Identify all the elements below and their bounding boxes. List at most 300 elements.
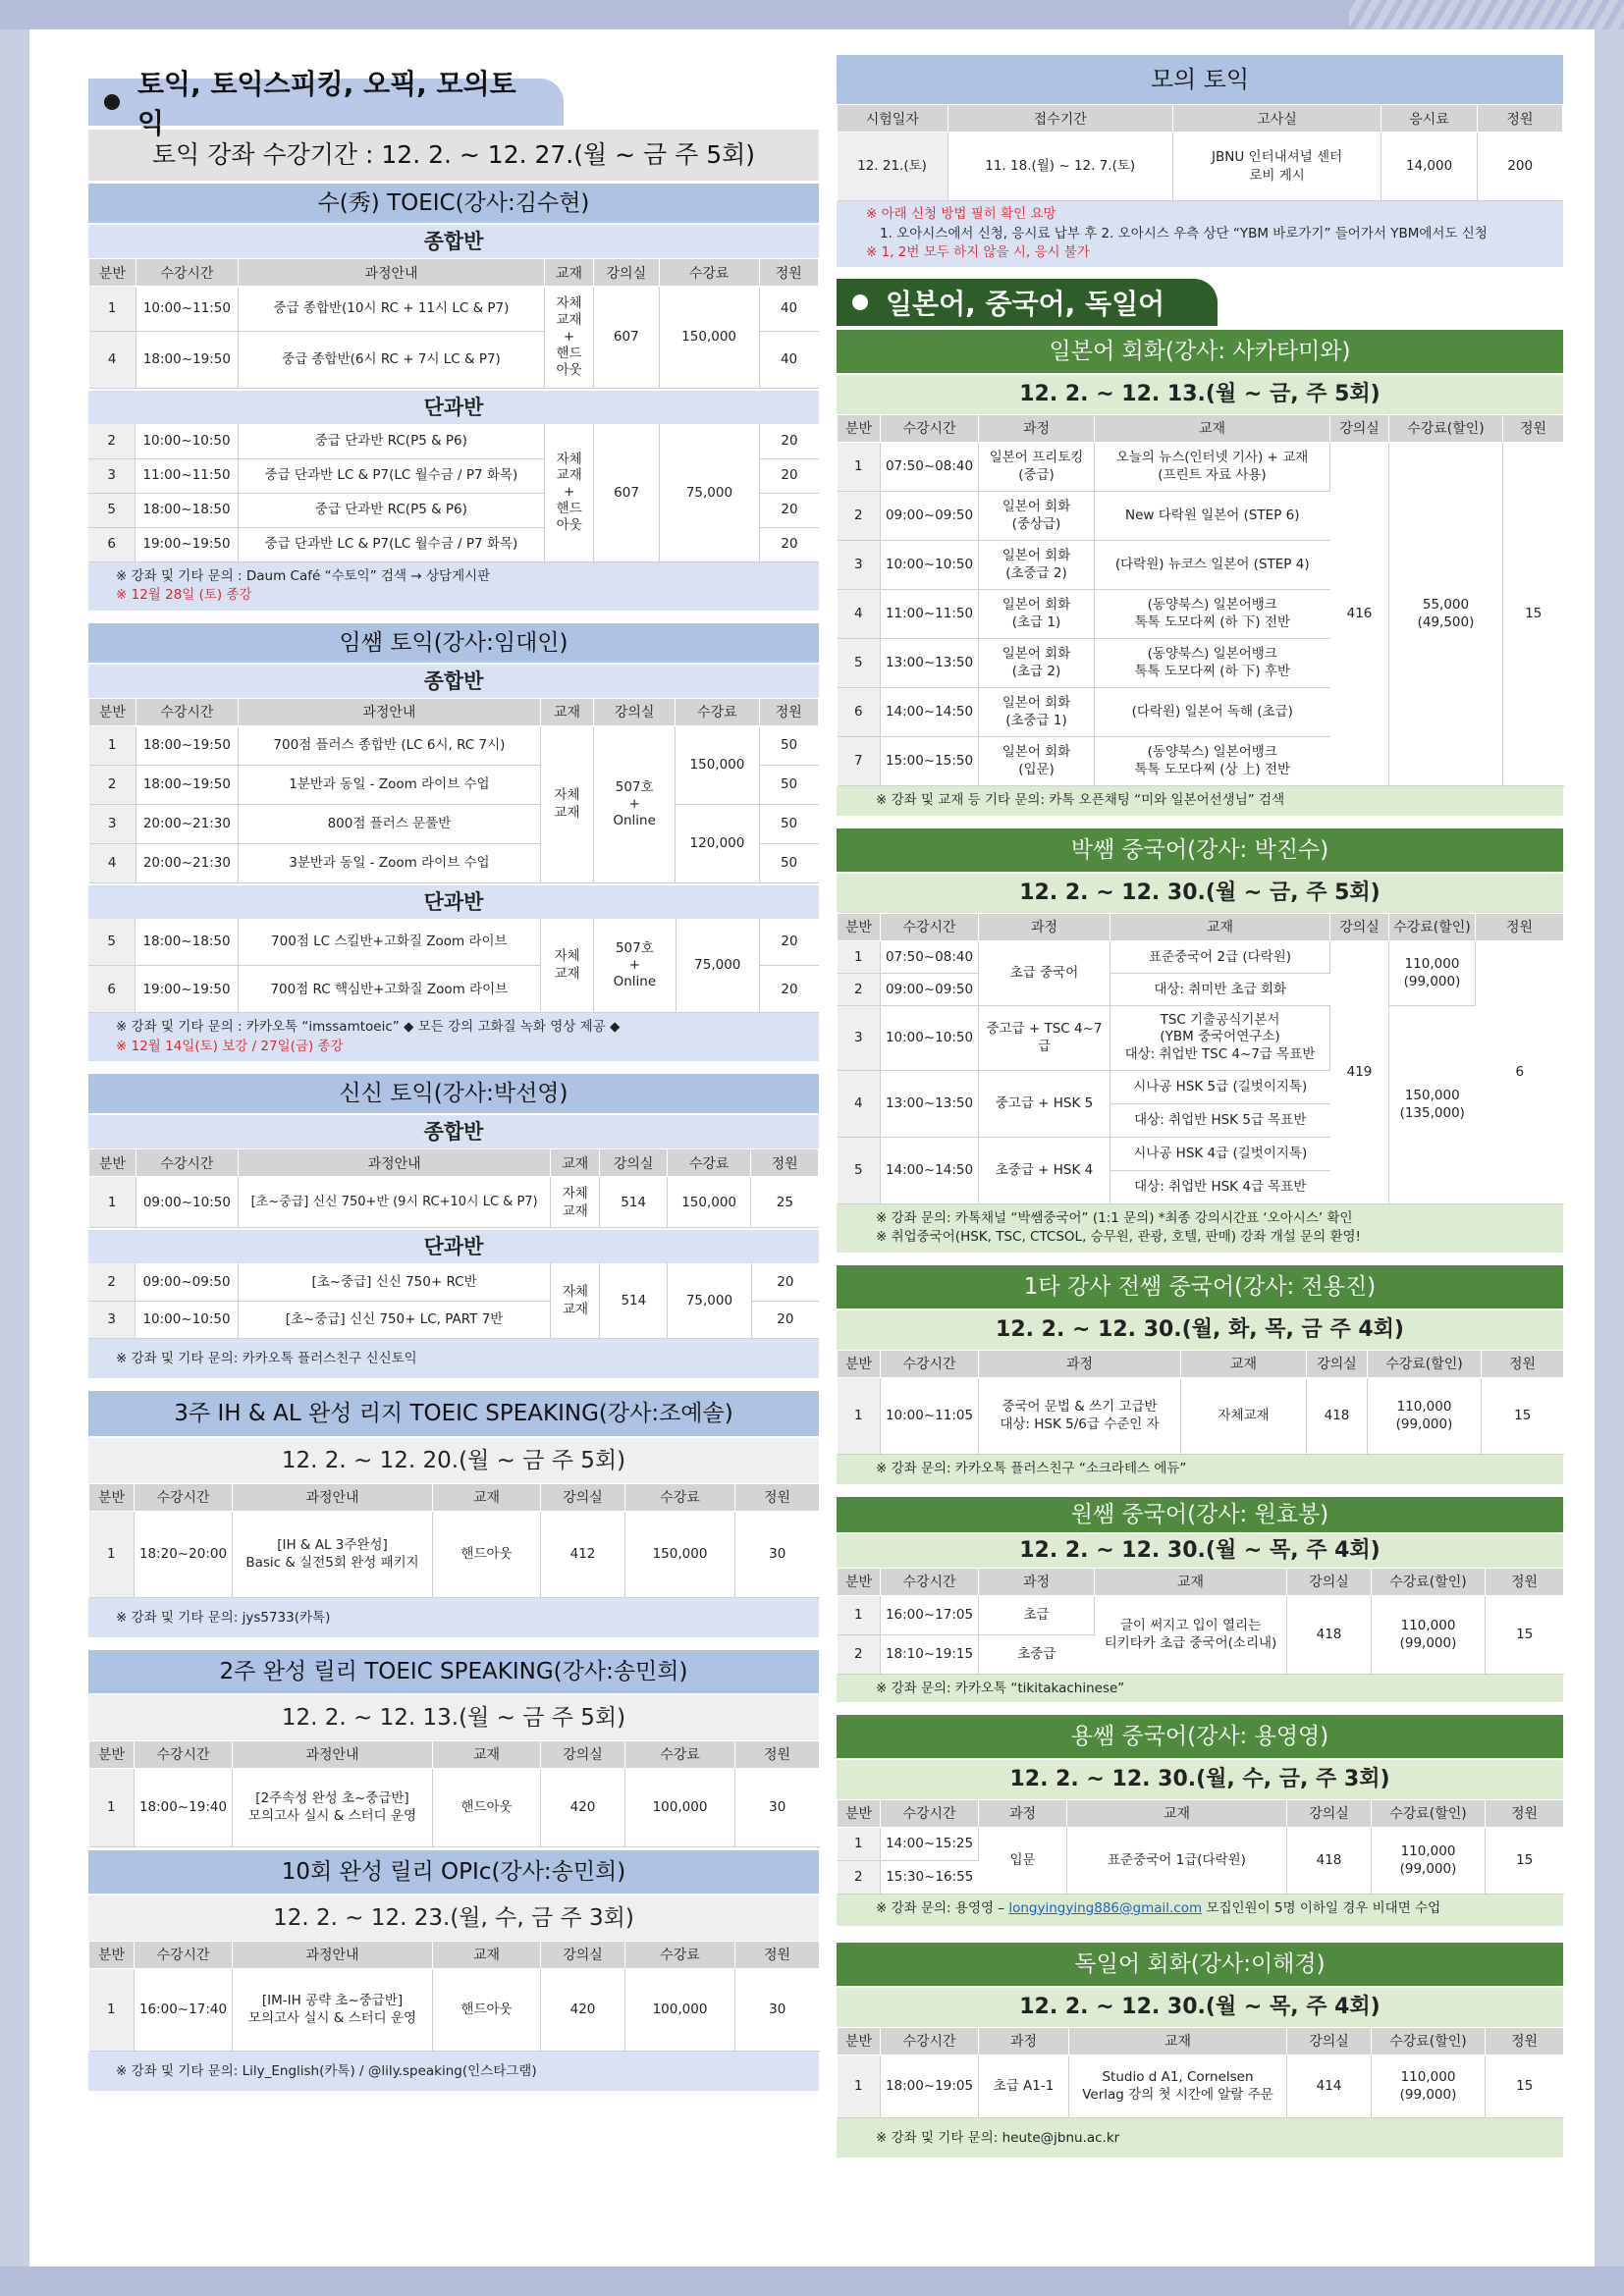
jeon-period: 12. 2. ~ 12. 30.(월, 화, 목, 금 주 4회) xyxy=(837,1310,1563,1350)
shin-single-table xyxy=(88,1263,819,1339)
won-table xyxy=(837,1568,1564,1675)
table-cell: 25 xyxy=(751,1177,819,1228)
table-cell: 5 xyxy=(838,638,881,687)
table-cell: 중급 단과반 LC & P7(LC 월수금 / P7 화목) xyxy=(238,527,545,561)
table-cell: [IM-IH 공략 초~중급반] 모의고사 실시 & 스터디 운영 xyxy=(233,1968,433,2051)
table-header-cell: 수강시간 xyxy=(135,1941,233,1968)
table-header-cell: 수강료 xyxy=(625,1740,735,1768)
table-header-cell: 수강료 xyxy=(676,698,759,725)
table-cell: 자체교재 xyxy=(1181,1377,1307,1454)
table-cell: 초중급 xyxy=(979,1634,1095,1674)
table-cell: 3 xyxy=(88,1301,135,1338)
jp-period: 12. 2. ~ 12. 13.(월 ~ 금, 주 5회) xyxy=(837,375,1563,414)
table-cell: 4 xyxy=(89,843,136,882)
opic-period: 12. 2. ~ 12. 23.(월, 수, 금 주 3회) xyxy=(88,1896,819,1941)
table-header-cell: 강의실 xyxy=(1330,414,1389,442)
table-row xyxy=(838,1377,1564,1454)
table-header-cell: 분반 xyxy=(838,1799,881,1827)
table-cell: 6 xyxy=(1476,940,1564,1203)
table-cell: 12. 21.(토) xyxy=(838,133,948,201)
table-cell: 514 xyxy=(600,1177,668,1228)
jp-note: ※ 강좌 및 교재 등 기타 문의: 카톡 오픈채팅 “미와 일본어선생님” 검색 xyxy=(837,786,1563,816)
table-cell: 30 xyxy=(735,1511,820,1597)
table-cell: 18:00~19:05 xyxy=(881,2055,979,2117)
table-cell: 15 xyxy=(1486,1827,1564,1894)
table-row xyxy=(89,804,819,843)
table-cell: 110,000 (99,000) xyxy=(1389,940,1476,1005)
table-cell: 800점 플러스 문풀반 xyxy=(238,804,540,843)
table-cell: 14:00~14:50 xyxy=(881,1137,979,1203)
table-cell: 2 xyxy=(838,491,881,540)
table-cell: 75,000 xyxy=(668,1263,751,1338)
table-cell: 418 xyxy=(1307,1377,1368,1454)
table-cell: 일본어 회화 (초급 2) xyxy=(979,638,1095,687)
table-row xyxy=(89,287,819,332)
table-cell: (다락원) 뉴코스 일본어 (STEP 4) xyxy=(1095,540,1330,589)
table-header-cell: 과정 xyxy=(979,1350,1181,1377)
table-row xyxy=(838,1827,1564,1860)
table-cell: 중고급 + HSK 5 xyxy=(979,1070,1110,1137)
table-header-cell: 시험일자 xyxy=(838,105,948,133)
sp3-note: ※ 강좌 및 기타 문의: jys5733(카톡) xyxy=(88,1598,819,1637)
table-header-cell: 과정 xyxy=(979,1568,1095,1595)
table-cell: 09:00~10:50 xyxy=(135,1177,238,1228)
table-cell: 40 xyxy=(759,287,818,332)
su-single-table xyxy=(88,424,819,562)
table-cell: 75,000 xyxy=(676,919,759,1013)
table-header-cell: 수강료 xyxy=(625,1941,735,1968)
table-cell: 10:00~10:50 xyxy=(881,1005,979,1070)
table-header-cell: 강의실 xyxy=(600,1149,668,1177)
table-cell: (동양북스) 일본어뱅크 톡톡 도모다찌 (하 下) 후반 xyxy=(1095,638,1330,687)
table-cell: 110,000 (99,000) xyxy=(1372,1595,1486,1674)
page xyxy=(29,29,1595,2267)
table-cell: (다락원) 일본어 독해 (초급) xyxy=(1095,687,1330,736)
table-cell: 414 xyxy=(1287,2055,1372,2117)
table-cell: 607 xyxy=(594,424,660,561)
table-header-cell: 강의실 xyxy=(541,1483,625,1511)
table-cell: 핸드아웃 xyxy=(433,1768,541,1846)
left-column xyxy=(88,68,819,2091)
table-cell: 15:00~15:50 xyxy=(881,736,979,785)
table-cell: TSC 기출공식기본서 (YBM 중국어연구소) 대상: 취업반 TSC 4~7급 목표반 xyxy=(1110,1005,1330,1070)
table-cell: 18:00~19:40 xyxy=(135,1768,233,1846)
table-cell: 1 xyxy=(838,1377,881,1454)
table-cell: 120,000 xyxy=(676,804,759,882)
table-cell: 5 xyxy=(838,1137,881,1203)
table-cell: 중급 종합반(6시 RC + 7시 LC & P7) xyxy=(238,332,544,389)
table-header-cell: 수강료 xyxy=(625,1483,735,1511)
table-cell: 일본어 회화 (중상급) xyxy=(979,491,1095,540)
table-cell: 중급 단과반 RC(P5 & P6) xyxy=(238,424,545,458)
table-cell: 16:00~17:40 xyxy=(135,1968,233,2051)
table-cell: 대상: 취미반 초급 회화 xyxy=(1110,973,1330,1005)
table-header-cell: 강의실 xyxy=(1287,1799,1372,1827)
jeon-note: ※ 강좌 문의: 카카오톡 플러스친구 “소크라테스 에듀” xyxy=(837,1455,1563,1484)
table-cell: 420 xyxy=(541,1968,625,2051)
table-cell: 19:00~19:50 xyxy=(135,527,238,561)
table-header-cell: 강의실 xyxy=(594,698,676,725)
yong-note-post: 모집인원이 5명 이하일 경우 비대면 수업 xyxy=(1202,1899,1441,1916)
table-row xyxy=(838,940,1564,973)
section-title-toeic xyxy=(88,68,564,139)
table-cell: 2 xyxy=(838,1860,881,1894)
table-header-cell: 교재 xyxy=(551,1149,600,1177)
table-cell: 표준중국어 2급 (다락원) xyxy=(1110,940,1330,973)
table-header-cell: 수강시간 xyxy=(135,1483,233,1511)
table-header-cell: 분반 xyxy=(838,414,881,442)
table-header-cell: 교재 xyxy=(1110,913,1330,940)
table-cell: 중고급 + TSC 4~7급 xyxy=(979,1005,1110,1070)
table-cell: 20 xyxy=(760,458,819,493)
yong-note xyxy=(837,1895,1563,1926)
de-title: 독일어 회화(강사:이해경) xyxy=(837,1943,1563,1986)
table-cell: 110,000 (99,000) xyxy=(1372,2055,1486,2117)
table-header-cell: 분반 xyxy=(838,2027,881,2055)
table-row xyxy=(88,424,819,458)
table-row xyxy=(89,1511,820,1597)
table-header-cell: 정원 xyxy=(1476,913,1564,940)
table-cell: 자체 교재 xyxy=(540,725,593,882)
table-cell: 150,000 xyxy=(667,1177,750,1228)
im-note-end: ※ 12월 14일(토) 보강 / 27일(금) 종강 xyxy=(116,1038,344,1054)
table-row xyxy=(838,133,1563,201)
table-cell: 3분반과 동일 - Zoom 라이브 수업 xyxy=(238,843,540,882)
de-period: 12. 2. ~ 12. 30.(월 ~ 목, 주 4회) xyxy=(837,1988,1563,2027)
table-header-cell: 교재 xyxy=(1067,1799,1287,1827)
table-header-cell: 응시료 xyxy=(1381,105,1478,133)
table-cell: 14:00~14:50 xyxy=(881,687,979,736)
shin-toeic-title: 신신 토익(강사:박선영) xyxy=(88,1074,819,1113)
table-cell: 20 xyxy=(751,1301,819,1338)
table-header-cell: 분반 xyxy=(89,698,136,725)
table-cell: 일본어 회화 (초중급 2) xyxy=(979,540,1095,589)
table-cell: 150,000 xyxy=(676,725,759,804)
won-note: ※ 강좌 문의: 카카오톡 “tikitakachinese” xyxy=(837,1675,1563,1702)
table-cell: (동양북스) 일본어뱅크 톡톡 도모다찌 (상 上) 전반 xyxy=(1095,736,1330,785)
table-row xyxy=(838,442,1564,491)
su-comp-table xyxy=(88,258,819,389)
table-header-cell: 과정안내 xyxy=(233,1483,433,1511)
table-header-cell: 분반 xyxy=(838,1350,881,1377)
table-header-cell: 교재 xyxy=(1181,1350,1307,1377)
table-cell: 200 xyxy=(1477,133,1562,201)
table-cell: 15 xyxy=(1482,1377,1564,1454)
table-row xyxy=(88,1263,819,1301)
table-cell: 초중급 + HSK 4 xyxy=(979,1137,1110,1203)
table-header-cell: 분반 xyxy=(838,1568,881,1595)
yong-table xyxy=(837,1799,1564,1895)
im-note-inquiry: ※ 강좌 및 기타 문의 : 카카오톡 “imssamtoeic” ◆ 모든 강의 고화질 녹화 영상 제공 ◆ xyxy=(116,1019,621,1036)
table-cell: 1 xyxy=(838,940,881,973)
th-room: 강의실 xyxy=(594,259,660,287)
table-header-cell: 교재 xyxy=(1095,1568,1287,1595)
table-cell: [초~중급] 신신 750+반 (9시 RC+10시 LC & P7) xyxy=(238,1177,550,1228)
table-cell: 20:00~21:30 xyxy=(135,804,238,843)
table-cell: 4 xyxy=(838,589,881,638)
table-cell: 18:00~19:50 xyxy=(135,332,238,389)
table-cell: 4 xyxy=(89,332,136,389)
table-row xyxy=(89,1768,820,1846)
table-cell: 15:30~16:55 xyxy=(881,1860,979,1894)
section-title-lang xyxy=(837,279,1218,326)
right-column xyxy=(837,55,1563,2158)
table-cell: 18:20~20:00 xyxy=(135,1511,233,1597)
table-header-cell: 교재 xyxy=(540,698,593,725)
im-note xyxy=(88,1013,819,1061)
table-cell: 2 xyxy=(838,1634,881,1674)
table-header-cell: 교재 xyxy=(433,1740,541,1768)
table-cell: 07:50~08:40 xyxy=(881,940,979,973)
table-header-cell: 수강시간 xyxy=(881,414,979,442)
park-period: 12. 2. ~ 12. 30.(월 ~ 금, 주 5회) xyxy=(837,874,1563,913)
table-cell: 1 xyxy=(89,725,136,765)
table-header-cell: 분반 xyxy=(838,913,881,940)
table-header-cell: 수강료(할인) xyxy=(1389,913,1476,940)
table-header-cell: 정원 xyxy=(1486,1568,1564,1595)
table-header-cell: 강의실 xyxy=(1330,913,1389,940)
table-header-cell: 수강료 xyxy=(667,1149,750,1177)
table-cell: 700점 플러스 종합반 (LC 6시, RC 7시) xyxy=(238,725,540,765)
table-cell: 표준중국어 1급(다락원) xyxy=(1067,1827,1287,1894)
table-header-cell: 강의실 xyxy=(1287,2027,1372,2055)
table-cell: 자체 교재 + 핸드 아웃 xyxy=(545,287,594,389)
table-cell: 1 xyxy=(838,2055,881,2117)
table-cell: 30 xyxy=(735,1968,820,2051)
shin-comp-label: 종합반 xyxy=(88,1115,819,1148)
park-note-2: ※ 취업중국어(HSK, TSC, CTCSOL, 승무원, 관광, 호텔, 판매) 강좌 개설 문의 환영! xyxy=(876,1229,1361,1246)
table-cell: 5 xyxy=(88,493,135,527)
opic-table xyxy=(88,1941,820,2052)
table-cell: 1분반과 동일 - Zoom 라이브 수업 xyxy=(238,765,540,804)
table-cell: 일본어 회화 (초중급 1) xyxy=(979,687,1095,736)
table-row xyxy=(89,1968,820,2051)
table-header-cell: 정원 xyxy=(735,1483,820,1511)
table-cell: 607 xyxy=(594,287,660,389)
table-header-cell: 수강료(할인) xyxy=(1372,2027,1486,2055)
jp-table xyxy=(837,414,1564,786)
park-note-1: ※ 강좌 문의: 카톡채널 “박쌤중국어” (1:1 문의) *최종 강의시간표 ‘오아시스’ 확인 xyxy=(876,1209,1353,1226)
table-cell: 700점 RC 핵심반+고화질 Zoom 라이브 xyxy=(238,966,540,1013)
table-cell: 18:00~19:50 xyxy=(135,765,238,804)
su-note-end: ※ 12월 28일 (토) 종강 xyxy=(116,587,252,604)
th-fee: 수강료 xyxy=(659,259,759,287)
table-cell: 30 xyxy=(735,1768,820,1846)
mock-note-3: ※ 1, 2번 모두 하지 않을 시, 응시 불가 xyxy=(866,244,1090,261)
th-class: 분반 xyxy=(89,259,136,287)
table-cell: 19:00~19:50 xyxy=(135,966,238,1013)
mock-note xyxy=(837,201,1563,267)
jeon-table xyxy=(837,1350,1564,1455)
table-header-cell: 수강료(할인) xyxy=(1389,414,1503,442)
bullet-icon xyxy=(852,294,868,310)
table-cell: 자체 교재 + 핸드 아웃 xyxy=(545,424,594,561)
table-header-cell: 과정 xyxy=(979,1799,1067,1827)
de-note: ※ 강좌 및 기타 문의: heute@jbnu.ac.kr xyxy=(837,2118,1563,2158)
table-cell: 3 xyxy=(89,804,136,843)
table-cell: 514 xyxy=(600,1263,668,1338)
table-cell: 5 xyxy=(88,919,135,966)
table-cell: 75,000 xyxy=(659,424,759,561)
table-cell: 중급 단과반 RC(P5 & P6) xyxy=(238,493,545,527)
table-cell: 중급 종합반(10시 RC + 11시 LC & P7) xyxy=(238,287,544,332)
table-cell: 100,000 xyxy=(625,1768,735,1846)
table-cell: 09:00~09:50 xyxy=(881,973,979,1005)
table-cell: [IH & AL 3주완성] Basic & 실전5회 완성 패키지 xyxy=(233,1511,433,1597)
table-cell: 418 xyxy=(1287,1595,1372,1674)
table-cell: 507호 + Online xyxy=(594,725,676,882)
th-book: 교재 xyxy=(545,259,594,287)
table-header-cell: 과정 xyxy=(979,414,1095,442)
table-cell: 3 xyxy=(838,1005,881,1070)
table-cell: 20 xyxy=(760,966,820,1013)
table-cell: 50 xyxy=(759,804,818,843)
table-header-cell: 과정안내 xyxy=(233,1740,433,1768)
bullet-icon xyxy=(104,94,120,110)
th-time: 수강시간 xyxy=(135,259,238,287)
table-cell: 1 xyxy=(838,1827,881,1860)
mock-table xyxy=(837,104,1563,201)
table-cell: 16:00~17:05 xyxy=(881,1595,979,1634)
table-cell: 15 xyxy=(1486,1595,1564,1674)
table-cell: 7 xyxy=(838,736,881,785)
table-header-cell: 수강시간 xyxy=(135,698,238,725)
th-course: 과정안내 xyxy=(238,259,544,287)
table-header-cell: 수강시간 xyxy=(881,1799,979,1827)
table-header-cell: 교재 xyxy=(1069,2027,1287,2055)
table-header-cell: 분반 xyxy=(89,1149,136,1177)
yong-note-pre: ※ 강좌 문의: 용영영 – xyxy=(876,1899,1009,1916)
table-cell: 3 xyxy=(88,458,135,493)
table-cell: 1 xyxy=(89,1768,135,1846)
table-cell: 50 xyxy=(759,725,818,765)
table-row xyxy=(89,725,819,765)
table-cell: (동양북스) 일본어뱅크 톡톡 도모다찌 (하 下) 전반 xyxy=(1095,589,1330,638)
table-cell: 11:00~11:50 xyxy=(135,458,238,493)
table-cell: 20 xyxy=(760,919,820,966)
table-cell: 초급 xyxy=(979,1595,1095,1634)
park-note xyxy=(837,1204,1563,1253)
table-row xyxy=(838,1595,1564,1634)
table-cell: 1 xyxy=(838,1595,881,1634)
mock-note-1: ※ 아래 신청 방법 필히 확인 요망 xyxy=(866,206,1056,222)
table-cell: 20 xyxy=(751,1263,819,1301)
table-cell: 글이 써지고 입이 열리는 티키타카 초급 중국어(소리내) xyxy=(1095,1595,1287,1674)
sp2-title: 2주 완성 릴리 TOEIC SPEAKING(강사:송민희) xyxy=(88,1650,819,1693)
table-header-cell: 강의실 xyxy=(541,1740,625,1768)
table-cell: 50 xyxy=(759,765,818,804)
table-cell: 100,000 xyxy=(625,1968,735,2051)
table-cell: 700점 LC 스킬반+고화질 Zoom 라이브 xyxy=(238,919,540,966)
table-header-cell: 과정안내 xyxy=(238,1149,550,1177)
table-cell: 중급 단과반 LC & P7(LC 월수금 / P7 화목) xyxy=(238,458,545,493)
section-title-text: 일본어, 중국어, 독일어 xyxy=(886,287,1165,320)
table-cell: 07:50~08:40 xyxy=(881,442,979,491)
yong-title: 용쌤 중국어(강사: 용영영) xyxy=(837,1715,1563,1758)
im-single-label: 단과반 xyxy=(88,885,819,919)
table-cell: 1 xyxy=(89,1968,135,2051)
table-cell: 중국어 문법 & 쓰기 고급반 대상: HSK 5/6급 수준인 자 xyxy=(979,1377,1181,1454)
sp2-table xyxy=(88,1740,820,1847)
th-cap: 정원 xyxy=(759,259,818,287)
im-single-table xyxy=(88,919,819,1014)
sp2-period: 12. 2. ~ 12. 13.(월 ~ 금 주 5회) xyxy=(88,1695,819,1740)
table-cell: 핸드아웃 xyxy=(433,1968,541,2051)
table-header-cell: 정원 xyxy=(759,698,818,725)
table-header xyxy=(89,259,819,287)
table-row xyxy=(838,2055,1564,2117)
table-cell: 자체 교재 xyxy=(551,1177,600,1228)
toeic-period-banner: 토익 강좌 수강기간 : 12. 2. ~ 12. 27.(월 ~ 금 주 5회) xyxy=(88,130,819,181)
table-cell: 대상: 취업반 HSK 5급 목표반 xyxy=(1110,1103,1330,1137)
table-header-cell: 수강료(할인) xyxy=(1372,1568,1486,1595)
table-cell: 55,000 (49,500) xyxy=(1389,442,1503,785)
su-note-inquiry: ※ 강좌 및 기타 문의 : Daum Café “수토익” 검색 → 상담게시판 xyxy=(116,567,491,584)
table-cell: [초~중급] 신신 750+ RC반 xyxy=(238,1263,551,1301)
table-cell: 일본어 회화 (입문) xyxy=(979,736,1095,785)
sp3-title: 3주 IH & AL 완성 리지 TOEIC SPEAKING(강사:조예솔) xyxy=(88,1391,819,1436)
table-header-cell: 수강시간 xyxy=(135,1149,238,1177)
table-header-cell: 정원 xyxy=(1482,1350,1564,1377)
table-cell: 2 xyxy=(838,973,881,1005)
table-cell: 412 xyxy=(541,1511,625,1597)
table-cell: 11:00~11:50 xyxy=(881,589,979,638)
table-cell: 110,000 (99,000) xyxy=(1368,1377,1482,1454)
table-header-cell: 과정 xyxy=(979,913,1110,940)
table-header-cell: 정원 xyxy=(1486,1799,1564,1827)
table-header-cell: 정원 xyxy=(751,1149,819,1177)
sp3-period: 12. 2. ~ 12. 20.(월 ~ 금 주 5회) xyxy=(88,1438,819,1483)
opic-title: 10회 완성 릴리 OPIc(강사:송민희) xyxy=(88,1850,819,1894)
im-comp-table xyxy=(88,698,819,883)
jp-title: 일본어 회화(강사: 사카타미와) xyxy=(837,330,1563,373)
table-cell: 15 xyxy=(1503,442,1564,785)
table-cell: 6 xyxy=(88,966,135,1013)
table-cell: 13:00~13:50 xyxy=(881,638,979,687)
table-cell: 50 xyxy=(759,843,818,882)
table-cell: 20:00~21:30 xyxy=(135,843,238,882)
table-cell: 2 xyxy=(88,1263,135,1301)
table-header-cell: 과정안내 xyxy=(238,698,540,725)
table-header-cell: 분반 xyxy=(89,1941,135,1968)
table-row xyxy=(89,1177,819,1228)
table-cell: [2주속성 완성 초~중급반] 모의고사 실시 & 스터디 운영 xyxy=(233,1768,433,1846)
table-header-cell: 과정 xyxy=(979,2027,1069,2055)
table-cell: 시나공 HSK 5급 (길벗이지톡) xyxy=(1110,1070,1330,1103)
table-header-cell: 교재 xyxy=(433,1941,541,1968)
table-header-cell: 정원 xyxy=(735,1740,820,1768)
table-cell: 10:00~10:50 xyxy=(135,1301,238,1338)
table-cell: 6 xyxy=(838,687,881,736)
table-cell: 20 xyxy=(760,493,819,527)
yong-email-link[interactable]: longyingying886@gmail.com xyxy=(1008,1899,1203,1916)
table-header-cell: 교재 xyxy=(1095,414,1330,442)
table-cell: 15 xyxy=(1486,2055,1564,2117)
table-cell: 18:00~18:50 xyxy=(135,493,238,527)
table-cell: 150,000 (135,000) xyxy=(1389,1005,1476,1203)
table-cell: 일본어 프리토킹 (중급) xyxy=(979,442,1095,491)
table-header-cell: 수강시간 xyxy=(881,2027,979,2055)
table-cell: 자체 교재 xyxy=(541,919,594,1013)
yong-period: 12. 2. ~ 12. 30.(월, 수, 금, 주 3회) xyxy=(837,1760,1563,1799)
table-cell: 18:10~19:15 xyxy=(881,1634,979,1674)
table-header-cell: 교재 xyxy=(433,1483,541,1511)
table-cell: 40 xyxy=(759,332,818,389)
table-header-cell: 분반 xyxy=(89,1483,135,1511)
bottom-band xyxy=(0,2267,1624,2296)
shin-single-label: 단과반 xyxy=(88,1230,819,1263)
table-cell: 10:00~11:05 xyxy=(881,1377,979,1454)
